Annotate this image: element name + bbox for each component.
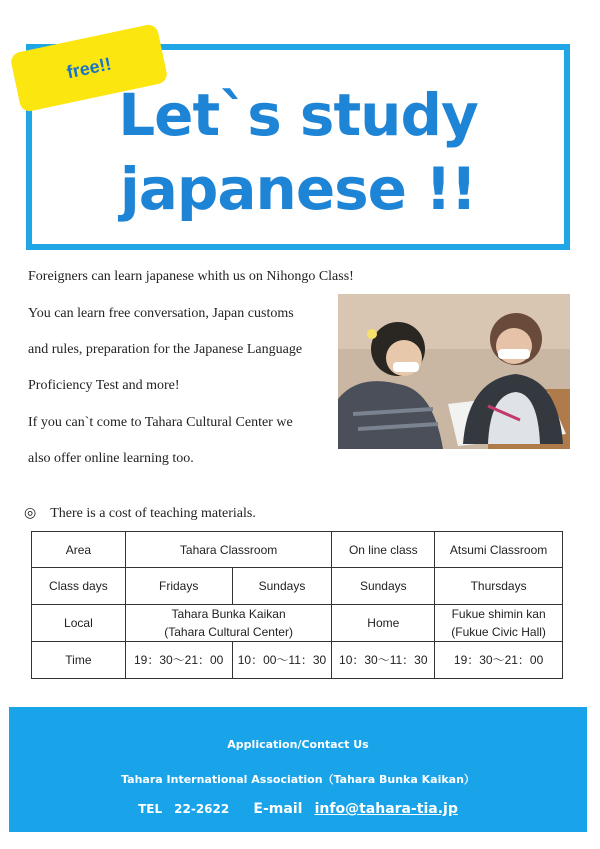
- table-row: [32, 568, 563, 605]
- table-cell: Local: [32, 605, 126, 642]
- intro-line-6: also offer online learning too.: [28, 451, 194, 466]
- cell-line: Fukue shimin kan: [451, 607, 546, 621]
- table-cell: Sundays: [332, 568, 435, 605]
- email-link[interactable]: info@tahara-tia.jp: [314, 801, 458, 817]
- table-cell: 19：30～21：00: [435, 642, 563, 679]
- table-cell: [125, 605, 332, 642]
- table-cell: 10：30～11：30: [332, 642, 435, 679]
- cell-line: (Fukue Civic Hall): [451, 625, 546, 639]
- table-cell: Atsumi Classroom: [435, 532, 563, 568]
- materials-note: [24, 505, 256, 522]
- table-cell: Time: [32, 642, 126, 679]
- title-line-1: Let`s study: [118, 81, 478, 149]
- class-photo: [338, 294, 570, 449]
- double-circle-icon: ◎: [24, 505, 37, 521]
- table-row: [32, 642, 563, 679]
- intro-line-2: You can learn free conversation, Japan customs: [28, 306, 294, 321]
- table-cell: [435, 605, 563, 642]
- table-cell: Thursdays: [435, 568, 563, 605]
- table-cell: Class days: [32, 568, 126, 605]
- intro-line-4: Proficiency Test and more!: [28, 378, 180, 393]
- intro-line-5: If you can`t come to Tahara Cultural Center we: [28, 415, 293, 430]
- free-badge-text: free!!: [64, 53, 113, 82]
- cell-line: (Tahara Cultural Center): [164, 625, 293, 639]
- table-cell: On line class: [332, 532, 435, 568]
- contact-line: [9, 800, 587, 817]
- table-cell: Tahara Classroom: [125, 532, 332, 568]
- organization-name: Tahara International Association（Tahara Bunka Kaikan）: [121, 773, 475, 786]
- schedule-table: [31, 531, 563, 679]
- phone-number: TEL 22-2622: [138, 802, 230, 816]
- title-line-2: japanese !!: [119, 155, 477, 223]
- contact-footer: [9, 707, 587, 832]
- table-cell: 19：30～21：00: [125, 642, 232, 679]
- table-cell: Area: [32, 532, 126, 568]
- table-row: [32, 532, 563, 568]
- email-label: E-mail: [253, 801, 303, 817]
- intro-line-3: and rules, preparation for the Japanese Language: [28, 342, 303, 357]
- table-row: [32, 605, 563, 642]
- cell-line: Tahara Bunka Kaikan: [171, 607, 286, 621]
- table-cell: 10：00～11：30: [232, 642, 332, 679]
- contact-heading: Application/Contact Us: [227, 738, 369, 751]
- table-cell: Fridays: [125, 568, 232, 605]
- materials-note-text: There is a cost of teaching materials.: [50, 506, 256, 521]
- intro-line-1: Foreigners can learn japanese whith us on Nihongo Class!: [28, 269, 354, 284]
- table-cell: Sundays: [232, 568, 332, 605]
- table-cell: Home: [332, 605, 435, 642]
